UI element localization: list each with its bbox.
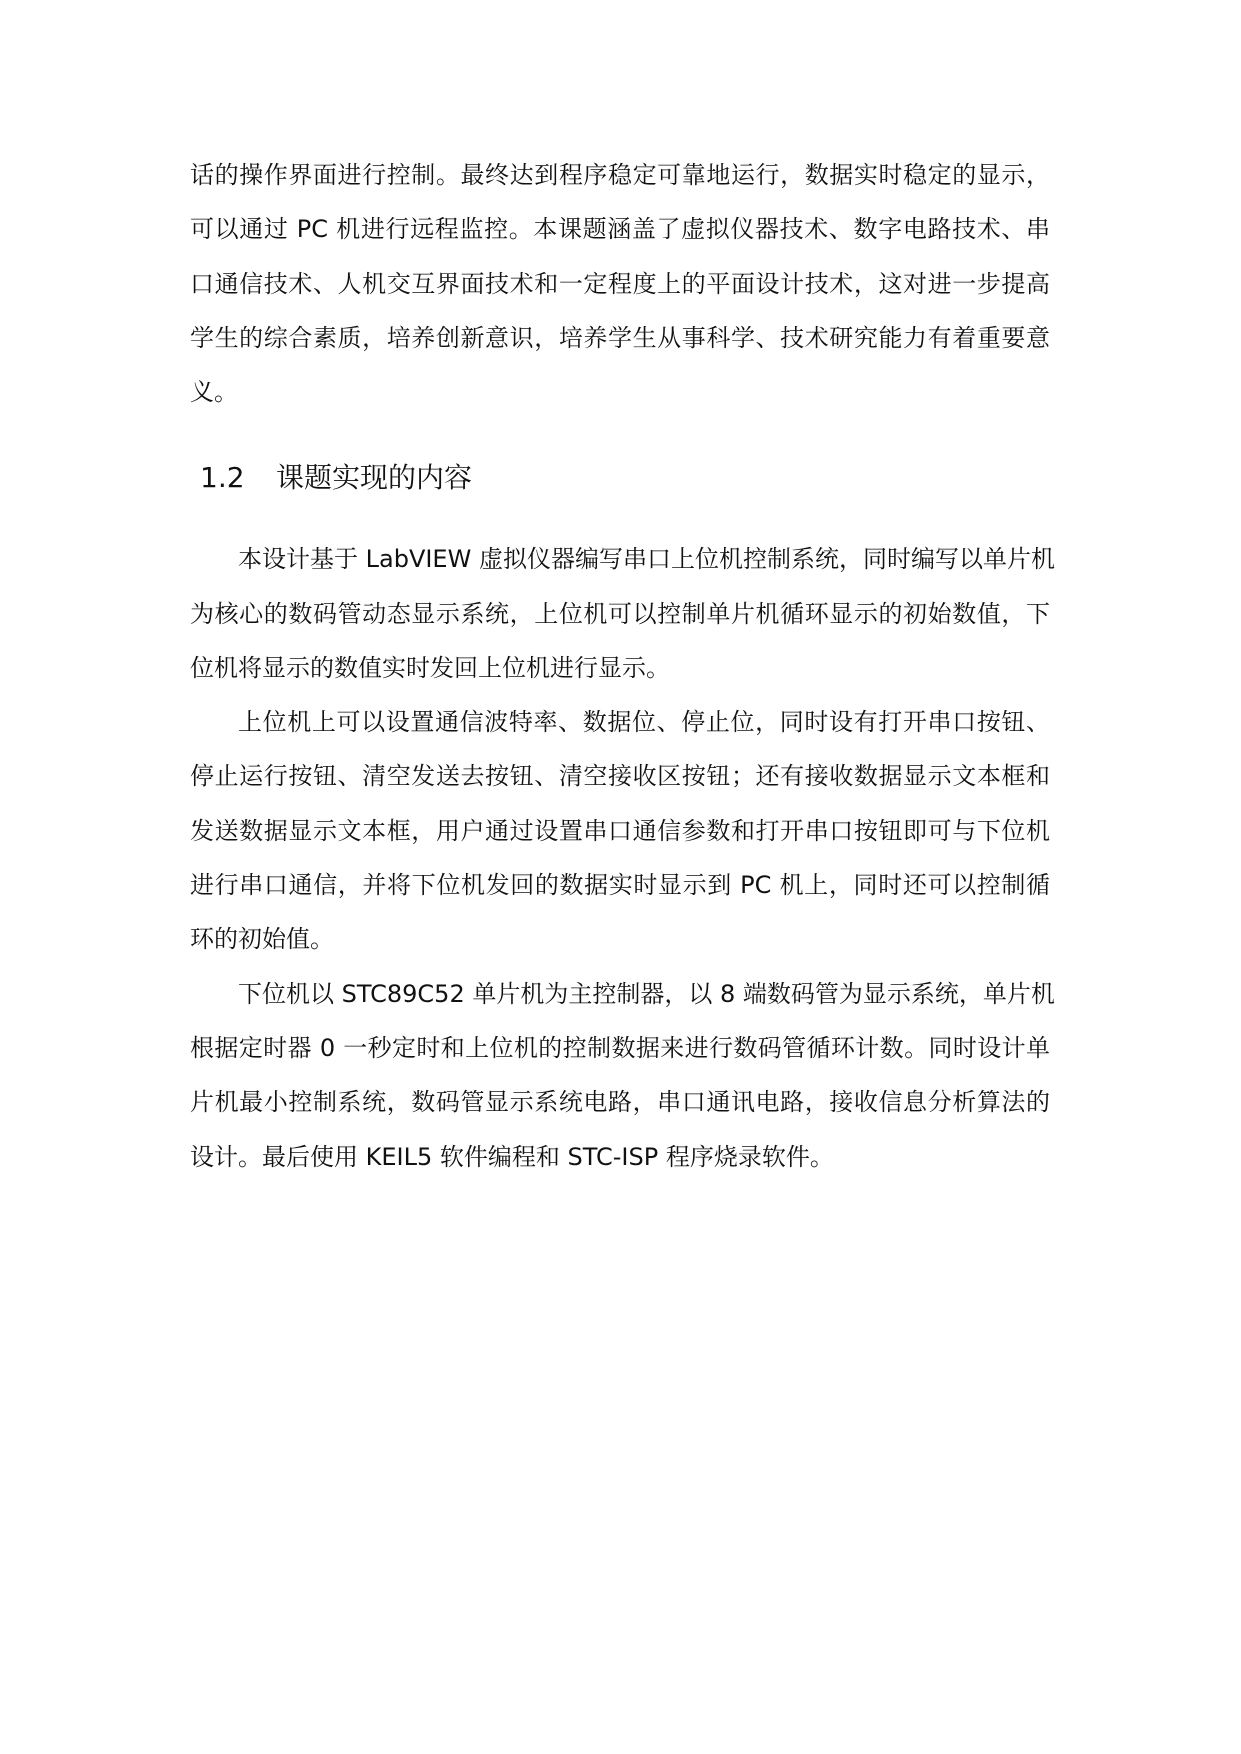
text-line: 话的操作界面进行控制。最终达到程序稳定可靠地运行，数据实时稳定的显示， (190, 161, 1050, 189)
text-line: 可以通过 PC 机进行远程监控。本课题涵盖了虚拟仪器技术、数字电路技术、串 (190, 215, 1050, 243)
text-line: 停止运行按钮、清空发送去按钮、清空接收区按钮；还有接收数据显示文本框和 (190, 762, 1050, 790)
text-line: 环的初始值。 (190, 925, 334, 953)
section-number: 1.2 (200, 461, 245, 494)
text-line: 进行串口通信，并将下位机发回的数据实时显示到 PC 机上，同时还可以控制循 (190, 871, 1050, 899)
text-line: 学生的综合素质，培养创新意识，培养学生从事科学、技术研究能力有着重要意 (190, 324, 1050, 352)
text-line: 发送数据显示文本框，用户通过设置串口通信参数和打开串口按钮即可与下位机 (190, 817, 1050, 845)
text-line: 下位机以 STC89C52 单片机为主控制器，以 8 端数码管为显示系统，单片机 (238, 980, 1055, 1008)
text-line: 本设计基于 LabVIEW 虚拟仪器编写串口上位机控制系统，同时编写以单片机 (238, 545, 1055, 573)
section-title: 课题实现的内容 (276, 461, 473, 494)
text-line: 为核心的数码管动态显示系统，上位机可以控制单片机循环显示的初始数值，下 (190, 600, 1050, 628)
text-line: 位机将显示的数值实时发回上位机进行显示。 (190, 654, 670, 682)
text-line: 根据定时器 0 一秒定时和上位机的控制数据来进行数码管循环计数。同时设计单 (190, 1034, 1050, 1062)
text-line: 口通信技术、人机交互界面技术和一定程度上的平面设计技术，这对进一步提高 (190, 270, 1050, 298)
section-heading (200, 460, 472, 496)
text-line: 片机最小控制系统，数码管显示系统电路，串口通讯电路，接收信息分析算法的 (190, 1088, 1050, 1116)
text-line: 义。 (190, 378, 238, 406)
text-line: 上位机上可以设置通信波特率、数据位、停止位，同时设有打开串口按钮、 (238, 708, 1050, 736)
text-line: 设计。最后使用 KEIL5 软件编程和 STC-ISP 程序烧录软件。 (190, 1143, 834, 1171)
